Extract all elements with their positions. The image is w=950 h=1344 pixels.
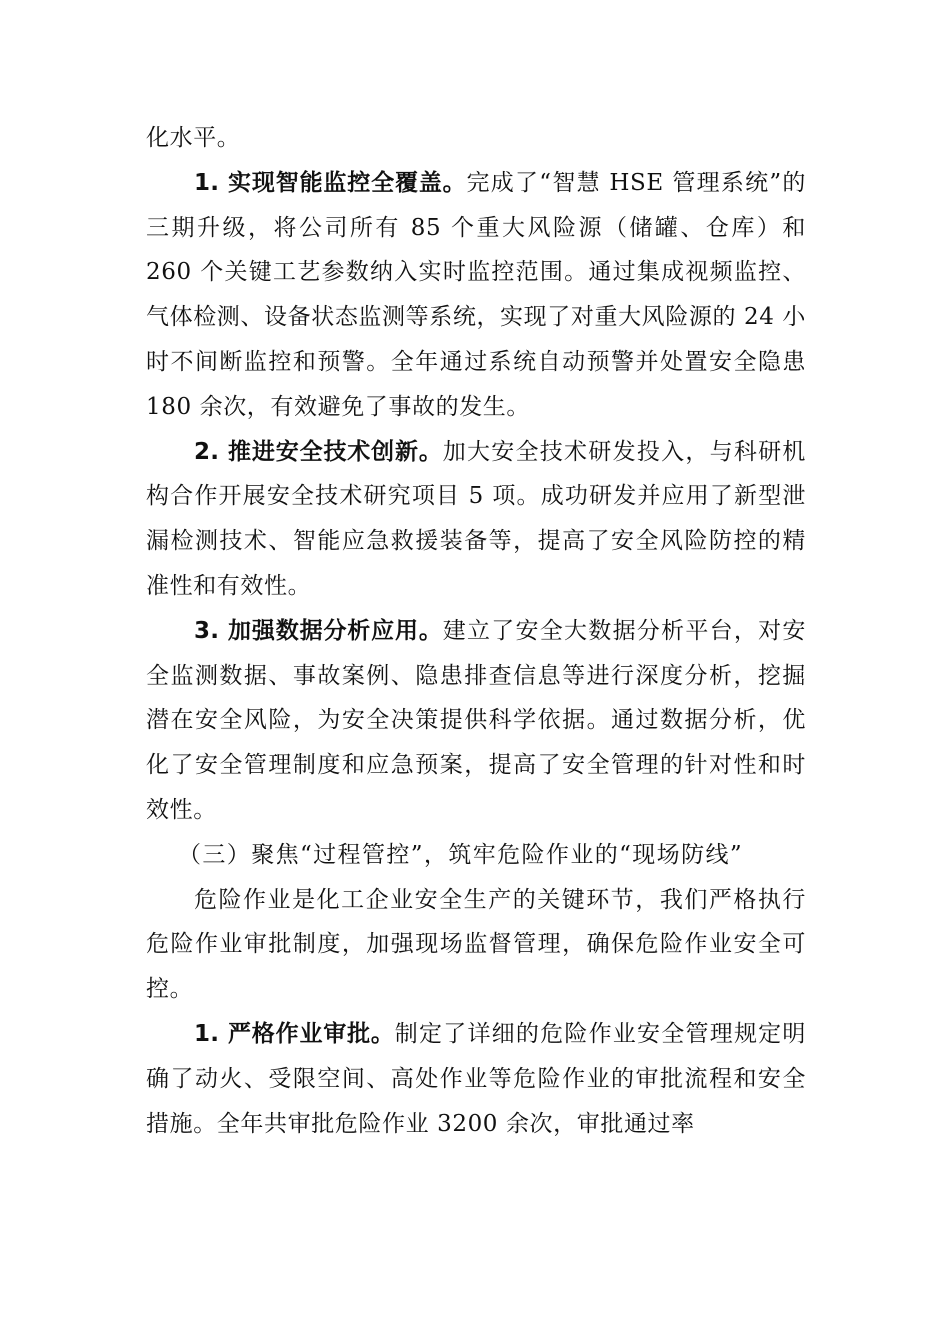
paragraph-tech-innovation [146, 430, 806, 609]
paragraph-lead-heading: 1. 实现智能监控全覆盖。 [194, 169, 467, 196]
paragraph-smart-monitoring [146, 161, 806, 430]
section-heading: （三）聚焦“过程管控”，筑牢危险作业的“现场防线” [178, 841, 744, 868]
document-page [146, 116, 806, 1146]
paragraph-lead-heading: 3. 加强数据分析应用。 [194, 617, 443, 644]
paragraph-body: 加大安全技术研发投入，与科研机构合作开展安全技术研究项目 5 项。成功研发并应用了新型泄漏检测技术、智能应急救援装备等，提高了安全风险防控的精准性和有效性。 [146, 438, 806, 599]
paragraph-lead-heading: 2. 推进安全技术创新。 [194, 438, 443, 465]
paragraph-data-analysis [146, 609, 806, 833]
paragraph-body: 完成了“智慧 HSE 管理系统”的三期升级，将公司所有 85 个重大风险源（储罐、仓库）和 260 个关键工艺参数纳入实时监控范围。通过集成视频监控、气体检测、设备状态监测等系统，实现了对重大风险源的 24 小时不间断监控和预警。全年通过系统自动预警并处置安全隐患 180 余次，有效避免了事故的发生。 [146, 169, 806, 420]
paragraph-body: 建立了安全大数据分析平台，对安全监测数据、事故案例、隐患排查信息等进行深度分析，挖掘潜在安全风险，为安全决策提供科学依据。通过数据分析，优化了安全管理制度和应急预案，提高了安全管理的针对性和时效性。 [146, 617, 806, 823]
paragraph-work-approval [146, 1012, 806, 1146]
paragraph-hazardous-work-intro: 危险作业是化工企业安全生产的关键环节，我们严格执行危险作业审批制度，加强现场监督管理，确保危险作业安全可控。 [146, 886, 806, 1003]
paragraph-continuation: 化水平。 [146, 125, 241, 151]
paragraph-lead-heading: 1. 严格作业审批。 [194, 1020, 395, 1047]
paragraph-body: 制定了详细的危险作业安全管理规定明确了动火、受限空间、高处作业等危险作业的审批流程和安全措施。全年共审批危险作业 3200 余次，审批通过率 [146, 1020, 806, 1137]
